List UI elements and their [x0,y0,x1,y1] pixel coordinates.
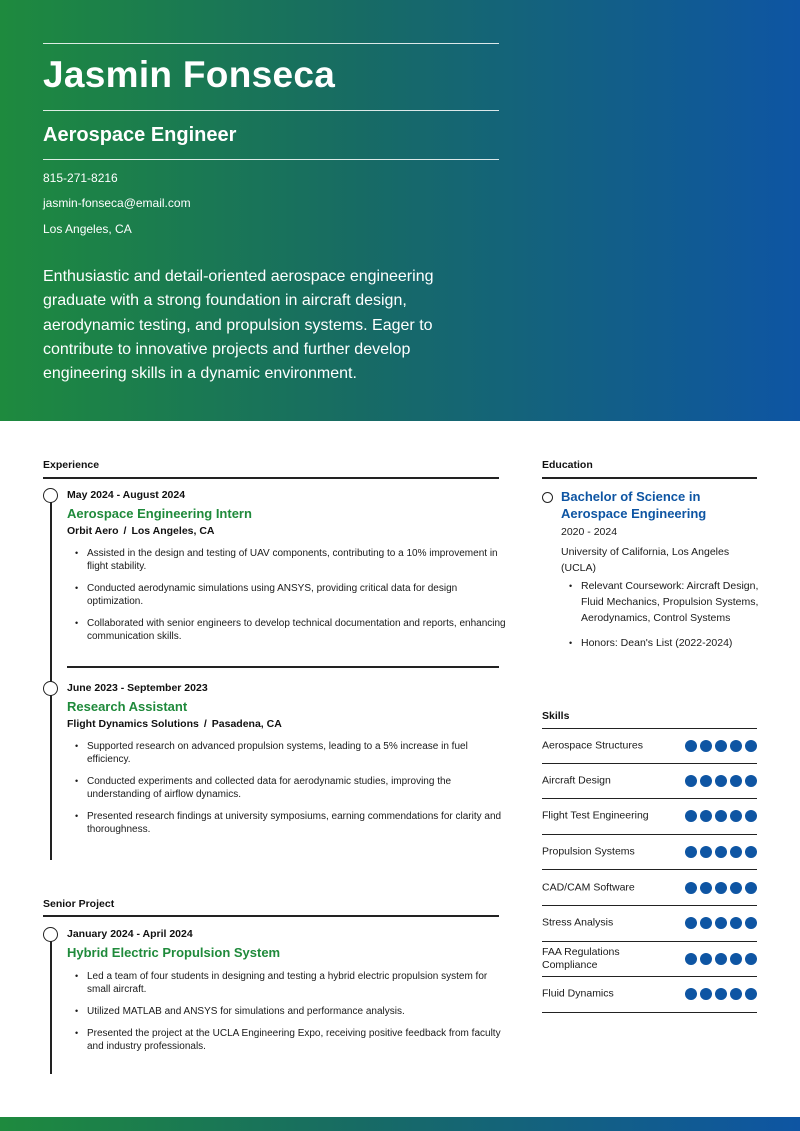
rating-dot [745,846,757,858]
contact-location: Los Angeles, CA [43,222,132,236]
experience-entry [67,489,509,652]
footer-bar [0,1117,800,1131]
section-divider [43,915,499,917]
education-section-title: Education [542,459,593,471]
skill-row [542,870,757,906]
rating-dot [745,953,757,965]
education-degree: Bachelor of Science in Aerospace Engineering [561,489,707,521]
skill-rating [685,846,757,858]
education-bullet: • Honors: Dean's List (2022-2024) [561,635,766,651]
skill-rating [685,775,757,787]
education-marker [542,492,553,503]
rating-dot [745,882,757,894]
rating-dot [715,882,727,894]
entry-bullet-list [67,547,509,643]
skill-row [542,728,757,764]
education-bullet: • Relevant Coursework: Aircraft Design, Fluid Mechanics, Propulsion Systems, Aerodynamics, Control Systems [561,578,766,626]
project-name: Hybrid Electric Propulsion System [67,945,281,960]
project-timeline [50,934,52,1074]
skill-rating [685,988,757,1000]
skill-row [542,942,757,978]
section-divider [43,477,499,479]
skill-row [542,835,757,871]
entry-bullet-list [67,740,509,836]
entry-job-title: Research Assistant [67,699,188,714]
skill-name: Stress Analysis [542,916,614,929]
experience-section-title: Experience [43,459,100,471]
entry-separator: / [123,525,127,537]
rating-dot [685,846,697,858]
profile-summary: Enthusiastic and detail-oriented aerospace engineering graduate with a strong foundation in aircraft design, aerodynamic testing, and propulsion systems. Eager to contribute to innovative projects and further develop engineering skills in a dynamic environment. [43,268,434,383]
rating-dot [715,740,727,752]
project-bullet: • Utilized MATLAB and ANSYS for simulations and performance analysis. [67,1005,509,1018]
project-entry [67,928,509,1062]
entry-bullet: • Conducted experiments and collected data for aerodynamic studies, improving the understanding of airflow dynamics. [67,775,509,801]
resume-header [0,0,800,421]
rating-dot [700,882,712,894]
rating-dot [730,988,742,1000]
timeline-marker [43,927,58,942]
rating-dot [715,775,727,787]
project-bullet: • Led a team of four students in designing and testing a hybrid electric propulsion system for small aircraft. [67,970,509,996]
education-school: University of California, Los Angeles (UCLA) [561,546,730,574]
entry-location: Pasadena, CA [211,718,282,730]
skill-rating [685,953,757,965]
entry-divider [67,666,499,668]
entry-company-line [67,717,509,737]
rating-dot [730,882,742,894]
entry-separator: / [203,718,207,730]
project-date: January 2024 - April 2024 [67,928,193,940]
rating-dot [700,810,712,822]
rating-dot [730,740,742,752]
entry-bullet: • Supported research on advanced propulsion systems, leading to a 5% increase in fuel efficiency. [67,740,509,766]
project-bullet-list [67,970,509,1053]
skill-name: Propulsion Systems [542,845,635,858]
rating-dot [685,810,697,822]
rating-dot [685,988,697,1000]
skills-section-title: Skills [542,710,570,722]
candidate-name: Jasmin Fonseca [43,54,336,95]
rating-dot [715,988,727,1000]
section-divider [542,477,757,479]
entry-bullet: • Conducted aerodynamic simulations using ANSYS, providing critical data for design optimization. [67,582,509,608]
rating-dot [715,810,727,822]
header-divider [43,159,499,160]
rating-dot [685,882,697,894]
experience-entry [67,682,509,845]
header-divider [43,110,499,111]
skill-name: Aerospace Structures [542,739,643,752]
rating-dot [700,740,712,752]
contact-phone: 815-271-8216 [43,171,118,185]
entry-company: Orbit Aero [67,525,119,537]
rating-dot [700,917,712,929]
education-years: 2020 - 2024 [561,526,618,538]
entry-bullet: • Presented research findings at university symposiums, earning commendations for clarity and thoroughness. [67,810,509,836]
skill-rating [685,882,757,894]
project-section-title: Senior Project [43,898,115,910]
skill-row [542,977,757,1013]
skill-row [542,764,757,800]
rating-dot [685,953,697,965]
header-divider [43,43,499,44]
rating-dot [730,846,742,858]
rating-dot [715,953,727,965]
rating-dot [700,988,712,1000]
skill-name: Fluid Dynamics [542,987,614,1000]
skill-name: Flight Test Engineering [542,809,649,822]
project-bullet: • Presented the project at the UCLA Engineering Expo, receiving positive feedback from faculty and industry professionals. [67,1027,509,1053]
skill-rating [685,917,757,929]
rating-dot [745,917,757,929]
skill-rating [685,810,757,822]
entry-date: June 2023 - September 2023 [67,682,208,694]
rating-dot [700,846,712,858]
skill-row [542,906,757,942]
candidate-role: Aerospace Engineer [43,124,237,146]
rating-dot [700,953,712,965]
rating-dot [730,810,742,822]
entry-company-line [67,524,509,544]
entry-company: Flight Dynamics Solutions [67,718,199,730]
entry-location: Los Angeles, CA [131,525,215,537]
skill-name: FAA Regulations Compliance [542,945,620,971]
rating-dot [700,775,712,787]
rating-dot [685,740,697,752]
rating-dot [685,775,697,787]
entry-bullet: • Collaborated with senior engineers to develop technical documentation and reports, enhancing communication skills. [67,617,509,643]
education-bullet-list [561,578,766,660]
entry-job-title: Aerospace Engineering Intern [67,506,252,521]
experience-timeline [50,495,52,860]
rating-dot [730,917,742,929]
entry-bullet: • Assisted in the design and testing of UAV components, contributing to a 10% improvement in flight stability. [67,547,509,573]
skill-rating [685,740,757,752]
timeline-marker [43,488,58,503]
entry-date: May 2024 - August 2024 [67,489,186,501]
timeline-marker [43,681,58,696]
rating-dot [745,988,757,1000]
rating-dot [685,917,697,929]
skill-row [542,799,757,835]
rating-dot [715,846,727,858]
rating-dot [745,810,757,822]
skill-name: Aircraft Design [542,774,611,787]
rating-dot [730,953,742,965]
rating-dot [715,917,727,929]
contact-email: jasmin-fonseca@email.com [43,196,191,210]
rating-dot [730,775,742,787]
skill-name: CAD/CAM Software [542,881,635,894]
rating-dot [745,775,757,787]
rating-dot [745,740,757,752]
skills-list [542,728,757,1013]
